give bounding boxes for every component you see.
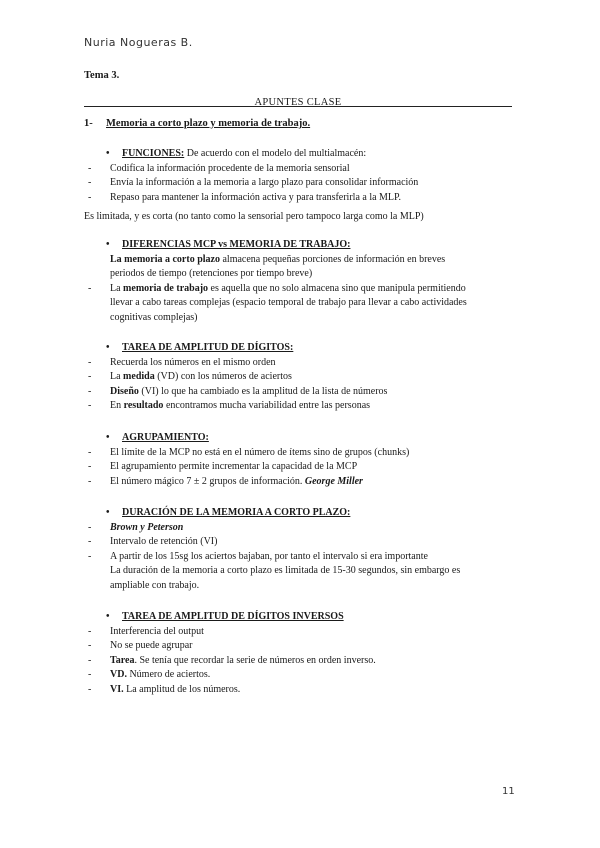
list-item bbox=[84, 162, 514, 177]
list-item-text: almacena pequeñas porciones de información en breves bbox=[219, 253, 446, 265]
list-item-continuation: periodos de tiempo (retenciones por tiempo breve) bbox=[110, 268, 313, 279]
list-item-text: Interferencia del output bbox=[110, 625, 204, 637]
dash-icon: - bbox=[88, 446, 92, 458]
list-item-continuation: La duración de la memoria a corto plazo es limitada de 15-30 segundos, sin embargo es bbox=[110, 565, 461, 576]
section-number: 1- bbox=[84, 118, 93, 129]
list-item-text: (VI) lo que ha cambiado es la amplitud de la lista de números bbox=[138, 385, 388, 397]
title-divider bbox=[84, 106, 512, 107]
list-item-text: Recuerda los números en el mismo orden bbox=[110, 356, 276, 368]
list-item bbox=[84, 475, 514, 490]
dash-icon: - bbox=[88, 625, 92, 637]
inversos-block bbox=[84, 610, 514, 697]
list-item bbox=[84, 399, 514, 414]
diferencias-block bbox=[84, 238, 514, 325]
dash-icon: - bbox=[88, 461, 92, 472]
bullet-icon: • bbox=[106, 342, 110, 353]
page-number: 11 bbox=[502, 786, 515, 797]
funciones-intro: De acuerdo con el modelo del multialmacén: bbox=[184, 148, 367, 159]
dash-icon: - bbox=[88, 521, 92, 533]
document-title: APUNTES CLASE bbox=[254, 97, 342, 108]
bullet-icon: • bbox=[106, 432, 110, 443]
dash-icon: - bbox=[88, 654, 92, 666]
list-item-text: La bbox=[110, 371, 124, 382]
list-item-text: encontramos mucha variabilidad entre las personas bbox=[163, 400, 371, 411]
bold-text: resultado bbox=[123, 400, 164, 411]
dash-icon: - bbox=[88, 536, 92, 547]
list-item-text: (VD) con los números de aciertos bbox=[154, 371, 292, 382]
bold-text: medida bbox=[123, 371, 155, 382]
list-item-text: es aquella que no solo almacena sino que manipula permitiendo bbox=[208, 282, 466, 294]
dash-icon: - bbox=[88, 669, 92, 680]
dash-icon: - bbox=[88, 683, 92, 695]
list-item bbox=[84, 654, 514, 669]
list-item bbox=[84, 385, 514, 400]
bullet-icon: • bbox=[106, 611, 110, 622]
diferencias-heading bbox=[84, 238, 514, 253]
bold-text: Diseño bbox=[110, 385, 139, 397]
inversos-heading bbox=[84, 610, 514, 625]
dash-icon: - bbox=[88, 400, 92, 411]
bullet-icon: • bbox=[106, 507, 110, 518]
dash-icon: - bbox=[88, 282, 92, 294]
agrupamiento-heading-text: AGRUPAMIENTO: bbox=[122, 432, 209, 443]
dash-icon: - bbox=[88, 371, 92, 382]
funciones-note: Es limitada, y es corta (no tanto como la sensorial pero tampoco larga como la MLP) bbox=[84, 211, 424, 222]
list-item-text: La amplitud de los números. bbox=[123, 683, 241, 695]
funciones-label: FUNCIONES: bbox=[122, 148, 185, 159]
bold-text: La memoria a corto plazo bbox=[110, 253, 220, 265]
bold-text: memoria de trabajo bbox=[123, 282, 209, 294]
list-item-continuation: ampliable con trabajo. bbox=[110, 579, 200, 591]
list-item-continuation: cognitivas complejas) bbox=[110, 311, 198, 323]
title-wrap bbox=[84, 92, 512, 110]
bullet-icon: • bbox=[106, 148, 110, 159]
list-item-text: Intervalo de retención (VI) bbox=[110, 536, 218, 547]
agrupamiento-heading bbox=[84, 431, 514, 446]
section-heading bbox=[84, 118, 310, 129]
list-item bbox=[84, 370, 514, 385]
dash-icon: - bbox=[88, 356, 92, 368]
list-item bbox=[84, 639, 514, 654]
agrupamiento-block bbox=[84, 431, 514, 489]
section-title: Memoria a corto plazo y memoria de trabajo. bbox=[106, 118, 311, 129]
dash-icon: - bbox=[88, 162, 92, 174]
author-name: Nuria Nogueras B. bbox=[84, 36, 193, 49]
author-reference: George Miller bbox=[304, 475, 363, 487]
list-item-continuation: llevar a cabo tareas complejas (espacio temporal de trabajo para llevar a cabo actividades bbox=[110, 297, 467, 308]
list-item bbox=[84, 446, 514, 461]
duracion-heading-text: DURACIÓN DE LA MEMORIA A CORTO PLAZO: bbox=[122, 507, 351, 518]
diferencias-heading-text: DIFERENCIAS MCP vs MEMORIA DE TRABAJO: bbox=[122, 239, 351, 250]
list-item-text: A partir de los 15sg los aciertos bajaban, por tanto el intervalo si era importante bbox=[110, 550, 428, 562]
dash-icon: - bbox=[88, 640, 92, 651]
list-item-text: En bbox=[110, 400, 124, 411]
bold-text: VI. bbox=[110, 683, 124, 695]
duracion-block bbox=[84, 506, 514, 593]
amplitud-block bbox=[84, 341, 514, 414]
topic-number: Tema 3. bbox=[84, 70, 120, 81]
list-item-text: . Se tenía que recordar la serie de números en orden inverso. bbox=[134, 654, 376, 666]
dash-icon: - bbox=[88, 475, 92, 487]
dash-icon: - bbox=[88, 385, 92, 397]
list-item bbox=[84, 683, 514, 698]
list-item-text: Repaso para mantener la información activa y para transferirla a la MLP. bbox=[110, 191, 401, 203]
list-item bbox=[84, 191, 514, 206]
list-item-text: Número de aciertos. bbox=[126, 669, 211, 680]
dash-icon: - bbox=[88, 550, 92, 562]
list-item bbox=[84, 535, 514, 550]
inversos-heading-text: TAREA DE AMPLITUD DE DÍGITOS INVERSOS bbox=[122, 611, 344, 622]
list-item-text: Envía la información a la memoria a largo plazo para consolidar información bbox=[110, 177, 419, 188]
list-item bbox=[84, 625, 514, 640]
list-item bbox=[84, 253, 514, 268]
amplitud-heading-text: TAREA DE AMPLITUD DE DÍGITOS: bbox=[122, 342, 294, 353]
amplitud-heading bbox=[84, 341, 514, 356]
list-item bbox=[84, 668, 514, 683]
list-item bbox=[84, 282, 514, 297]
list-item-text: El límite de la MCP no está en el número de ítems sino de grupos (chunks) bbox=[110, 446, 410, 458]
dash-icon: - bbox=[88, 177, 92, 188]
duracion-heading bbox=[84, 506, 514, 521]
list-item bbox=[84, 356, 514, 371]
dash-icon: - bbox=[88, 191, 92, 203]
list-item-text: El agrupamiento permite incrementar la capacidad de la MCP bbox=[110, 461, 358, 472]
bold-text: VD. bbox=[110, 669, 127, 680]
list-item-text: El número mágico 7 ± 2 grupos de información. bbox=[110, 475, 305, 487]
list-item bbox=[84, 521, 514, 536]
list-item bbox=[84, 176, 514, 191]
list-item bbox=[84, 460, 514, 475]
list-item-text: No se puede agrupar bbox=[110, 640, 193, 651]
bold-text: Tarea bbox=[110, 654, 135, 666]
funciones-heading bbox=[84, 147, 514, 162]
bullet-icon: • bbox=[106, 239, 110, 250]
funciones-block bbox=[84, 147, 514, 225]
author-reference: Brown y Peterson bbox=[110, 521, 184, 533]
list-item-text: La bbox=[110, 282, 124, 294]
list-item-text: Codifica la información procedente de la memoria sensorial bbox=[110, 162, 350, 174]
list-item bbox=[84, 550, 514, 565]
